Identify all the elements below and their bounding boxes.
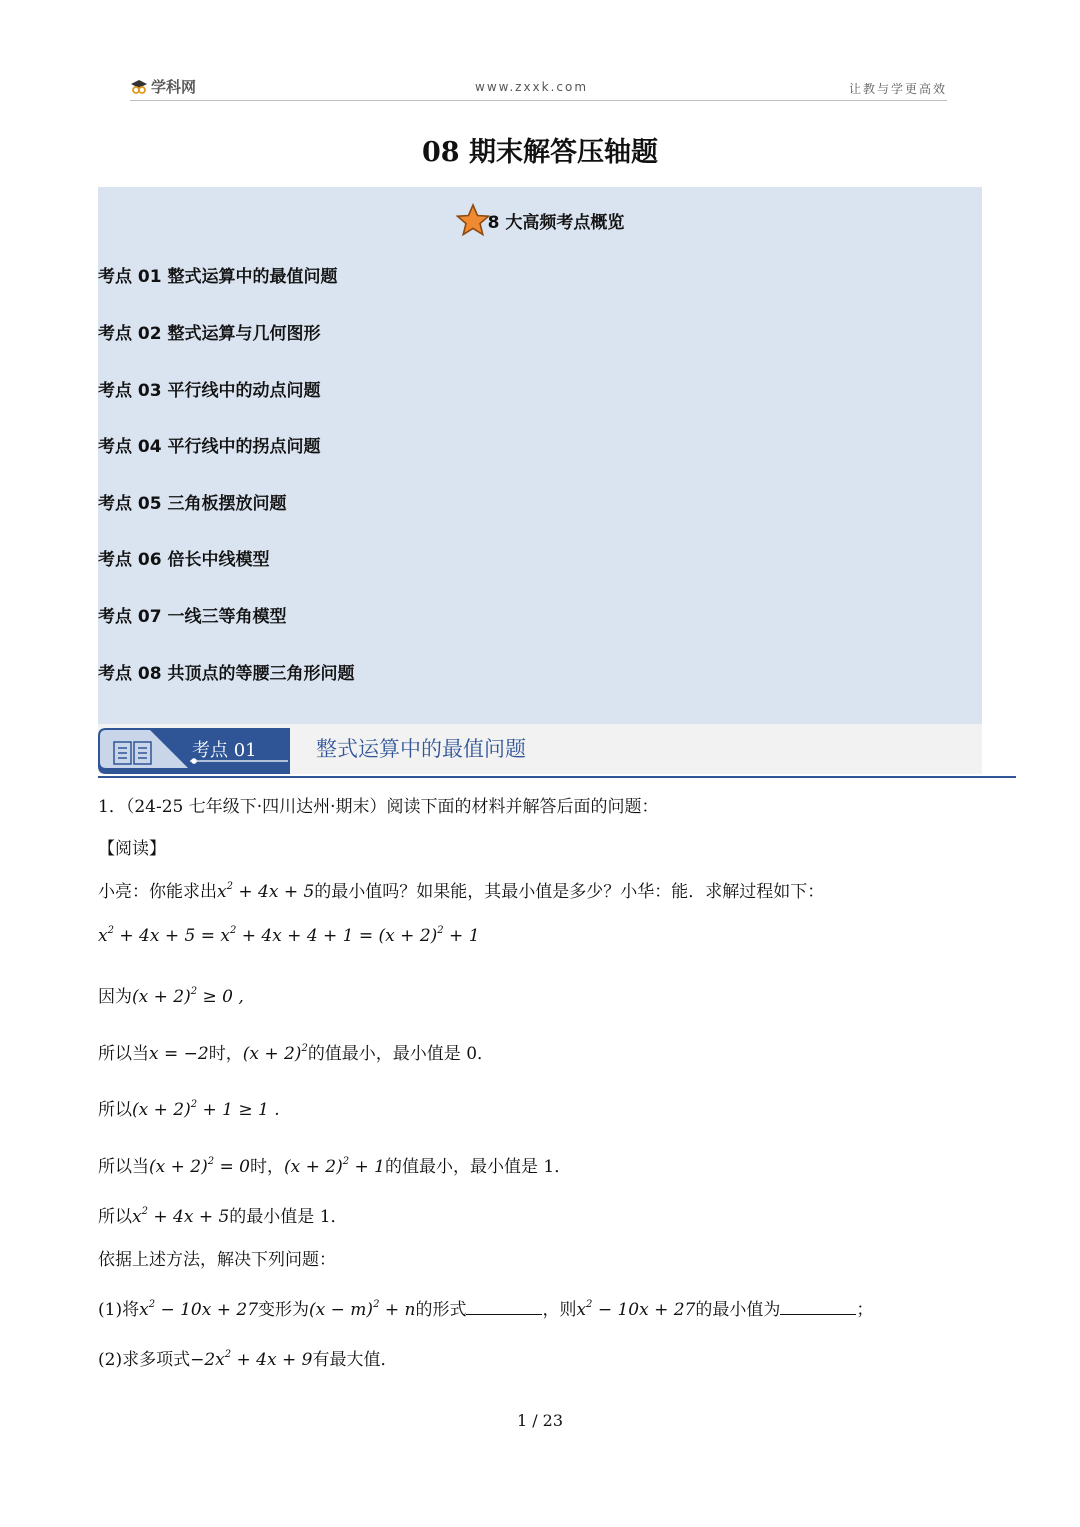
overview-heading-text: 8 大高频考点概览	[487, 212, 625, 233]
text: 所以	[98, 1207, 132, 1227]
overview-heading	[98, 203, 982, 237]
header-slogan: 让教与学更高效	[848, 82, 947, 96]
overview-item-code: 考点 08	[98, 664, 162, 684]
math-expression: $(x + 2)^2 + 1 \ge 1$ .	[132, 1099, 280, 1120]
answer-blank[interactable]	[466, 1300, 542, 1315]
text: 变形为	[258, 1300, 310, 1320]
overview-item	[98, 602, 287, 627]
overview-item-text: 三角板摆放问题	[167, 494, 287, 514]
overview-item-text: 平行线中的拐点问题	[167, 437, 321, 457]
math-expression: $(x + 2)^2 + 1$	[283, 1156, 385, 1177]
section-tag-label: 考点 01	[192, 740, 257, 761]
section-divider	[98, 776, 1016, 778]
overview-item	[98, 262, 338, 287]
text: ；	[856, 1300, 874, 1320]
math-expression: $-2x^2 + 4x + 9$	[190, 1349, 313, 1370]
because-line	[98, 982, 244, 1007]
page-number: 1 / 23	[516, 1411, 564, 1430]
math-expression: $x^2 + 4x + 5$	[132, 1206, 230, 1227]
overview-item	[98, 376, 321, 401]
logo-text: 学科网	[151, 78, 197, 96]
text: 时，	[249, 1157, 284, 1177]
text: 的最小值吗？如果能，其最小值是多少？小华：能．求解过程如下：	[314, 882, 825, 902]
text: ，则	[542, 1300, 577, 1320]
math-expression: $(x + 2)^2 = 0$	[149, 1156, 250, 1177]
overview-item	[98, 545, 270, 570]
text: 的值最小，最小值是 1．	[384, 1157, 572, 1177]
text: 时，	[208, 1044, 243, 1064]
math-expression: x = −2	[149, 1044, 209, 1064]
text: 的最小值是 1．	[229, 1207, 348, 1227]
text: 的值最小，最小值是 0．	[307, 1044, 495, 1064]
math-expression: $(x + 2)^2$	[242, 1043, 308, 1064]
overview-item-text: 整式运算与几何图形	[167, 324, 321, 344]
text: 所以	[98, 1100, 132, 1120]
section-title: 整式运算中的最值问题	[316, 737, 526, 761]
math-expression: $(x + 2)^2 \ge 0$ ,	[132, 986, 244, 1007]
overview-item-code: 考点 01	[98, 267, 162, 287]
overview-item	[98, 432, 321, 457]
text: 所以当	[98, 1044, 149, 1064]
overview-item-code: 考点 02	[98, 324, 162, 344]
overview-item-code: 考点 06	[98, 550, 162, 570]
logo	[130, 76, 196, 97]
question-2	[98, 1345, 397, 1370]
overview-item-text: 一线三等角模型	[167, 607, 287, 627]
text: 所以当	[98, 1157, 149, 1177]
math-expression: $x^2 + 4x + 5 = x^2 + 4x + 4 + 1 = (x + 2)^2 + 1$	[98, 925, 480, 946]
math-expression: $x^2 - 10x + 27$	[576, 1299, 696, 1320]
conclusion-line	[98, 1202, 348, 1227]
mortarboard-icon	[130, 79, 148, 95]
overview-box	[98, 187, 982, 724]
overview-item-text: 共顶点的等腰三角形问题	[167, 664, 355, 684]
overview-item	[98, 319, 321, 344]
math-expression: $(x - m)^2 + n$	[309, 1299, 416, 1320]
text: 的最小值为	[695, 1300, 781, 1320]
overview-item	[98, 489, 287, 514]
document-title: 08 期末解答压轴题	[422, 137, 658, 168]
math-expression: $x^2 - 10x + 27$	[139, 1299, 259, 1320]
overview-item-code: 考点 07	[98, 607, 162, 627]
so-when-line-2	[98, 1152, 571, 1177]
overview-item-text: 倍长中线模型	[167, 550, 270, 570]
read-label: 【阅读】	[98, 839, 166, 859]
overview-item-text: 平行线中的动点问题	[167, 381, 321, 401]
text: (2)求多项式	[98, 1350, 191, 1370]
text: 因为	[98, 987, 132, 1007]
so-line	[98, 1095, 280, 1120]
derivation-line	[98, 925, 480, 946]
header-url: www.zxxk.com	[475, 80, 589, 94]
overview-item-code: 考点 05	[98, 494, 162, 514]
star-icon	[456, 203, 490, 237]
overview-item-text: 整式运算中的最值问题	[167, 267, 338, 287]
method-line: 依据上述方法，解决下列问题：	[98, 1250, 336, 1270]
answer-blank[interactable]	[780, 1300, 856, 1315]
problem-line-1	[98, 877, 824, 902]
page-header	[130, 76, 947, 101]
overview-item	[98, 659, 355, 684]
text: 的形式	[415, 1300, 467, 1320]
text: 小亮：你能求出	[98, 882, 217, 902]
problem-intro: 1．（24-25 七年级下·四川达州·期末）阅读下面的材料并解答后面的问题：	[98, 797, 659, 817]
so-when-line	[98, 1039, 494, 1064]
overview-item-code: 考点 03	[98, 381, 162, 401]
text: (1)将	[98, 1300, 140, 1320]
math-expression: $x^2 + 4x + 5$	[217, 881, 315, 902]
text: 有最大值．	[312, 1350, 398, 1370]
overview-item-code: 考点 04	[98, 437, 162, 457]
question-1	[98, 1295, 873, 1320]
